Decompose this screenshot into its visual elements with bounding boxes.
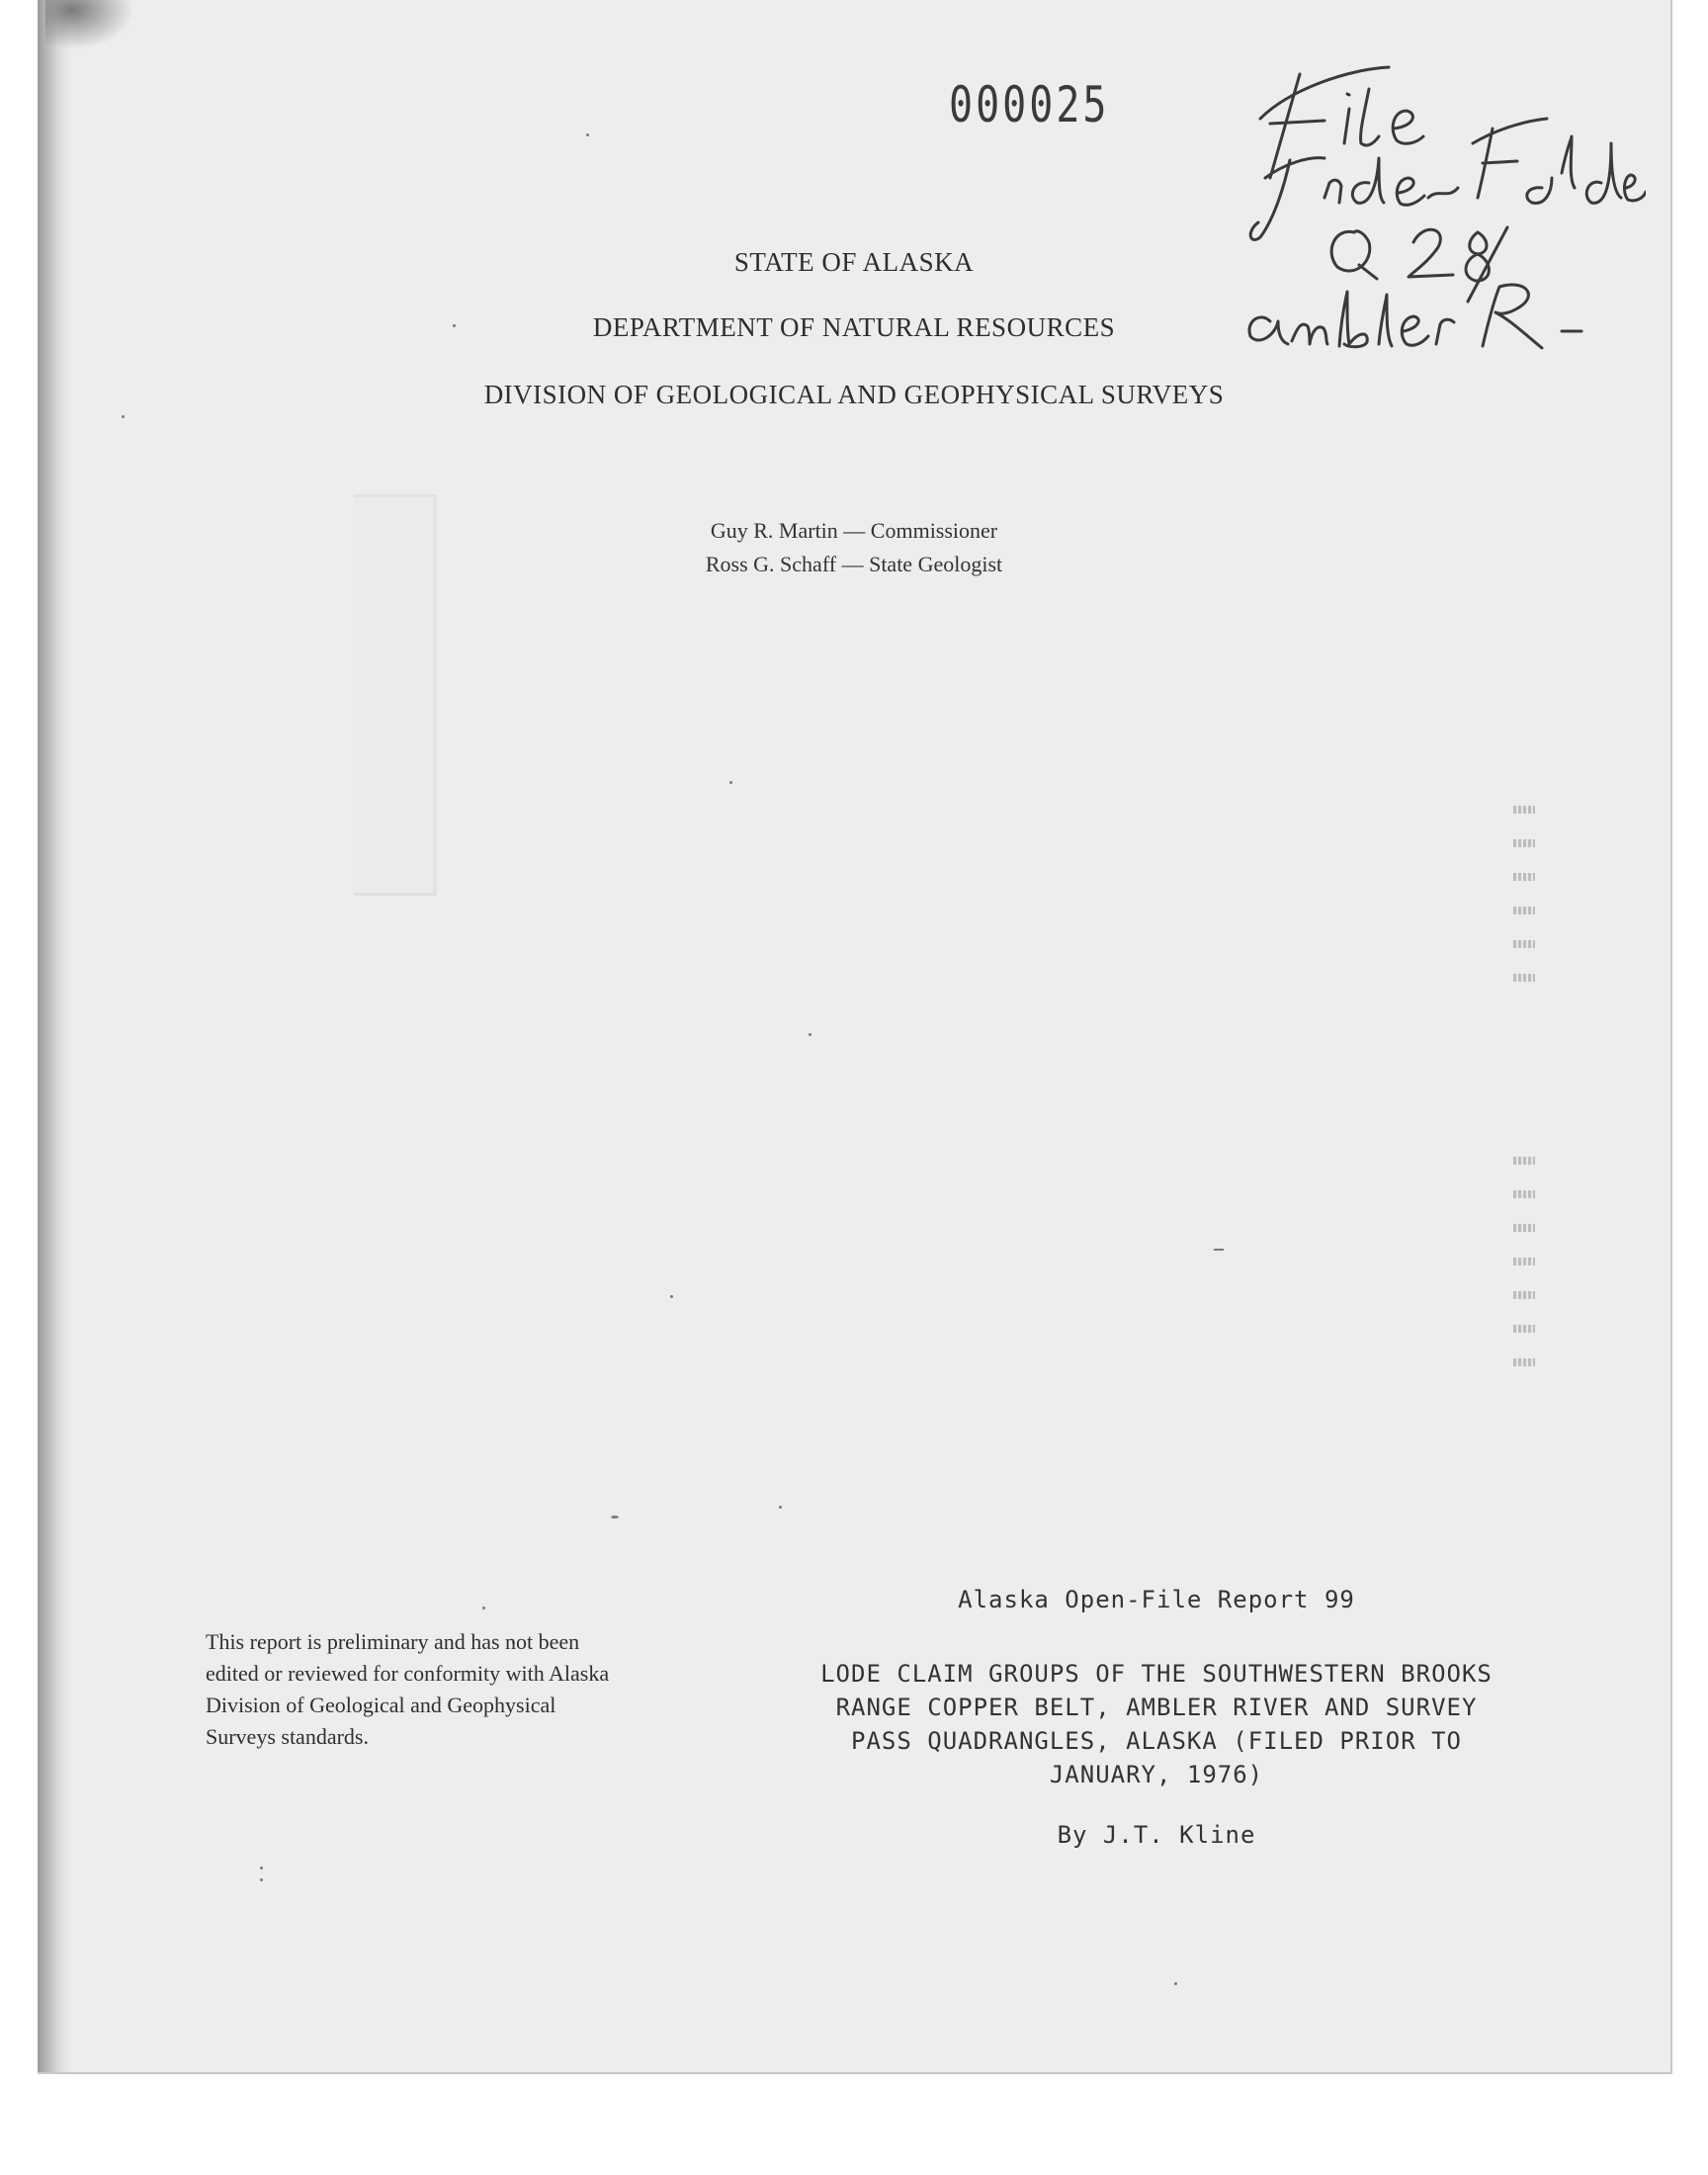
official-commissioner: Guy R. Martin — Commissioner bbox=[710, 518, 998, 543]
officials-list bbox=[0, 514, 1708, 581]
report-title-line: JANUARY, 1976) bbox=[1049, 1761, 1264, 1788]
header-state: STATE OF ALASKA bbox=[733, 247, 975, 277]
scan-tick-marks-lower bbox=[1513, 1157, 1535, 1392]
scan-edge-shadow bbox=[38, 0, 71, 2072]
document-stamp-number: 000025 bbox=[949, 77, 1110, 134]
scan-tick-marks-upper bbox=[1513, 806, 1535, 1007]
report-series: Alaska Open-File Report 99 bbox=[958, 1586, 1355, 1613]
scan-corner-smudge bbox=[45, 0, 134, 49]
report-author: By J.T. Kline bbox=[1057, 1821, 1256, 1849]
header-department: DEPARTMENT OF NATURAL RESOURCES bbox=[592, 312, 1116, 342]
official-state-geologist: Ross G. Schaff — State Geologist bbox=[705, 552, 1003, 576]
preliminary-disclaimer: This report is preliminary and has not been edited or reviewed for conformity with Alaska Division of Geological and Geophysical Surveys standards. bbox=[206, 1629, 610, 1749]
report-title bbox=[761, 1657, 1552, 1791]
report-title-line: LODE CLAIM GROUPS OF THE SOUTHWESTERN BROOKS bbox=[820, 1660, 1493, 1688]
header-division: DIVISION OF GEOLOGICAL AND GEOPHYSICAL SURVEYS bbox=[483, 380, 1225, 409]
report-title-line: RANGE COPPER BELT, AMBLER RIVER AND SURVEY bbox=[835, 1694, 1478, 1721]
report-title-line: PASS QUADRANGLES, ALASKA (FILED PRIOR TO bbox=[851, 1727, 1462, 1755]
